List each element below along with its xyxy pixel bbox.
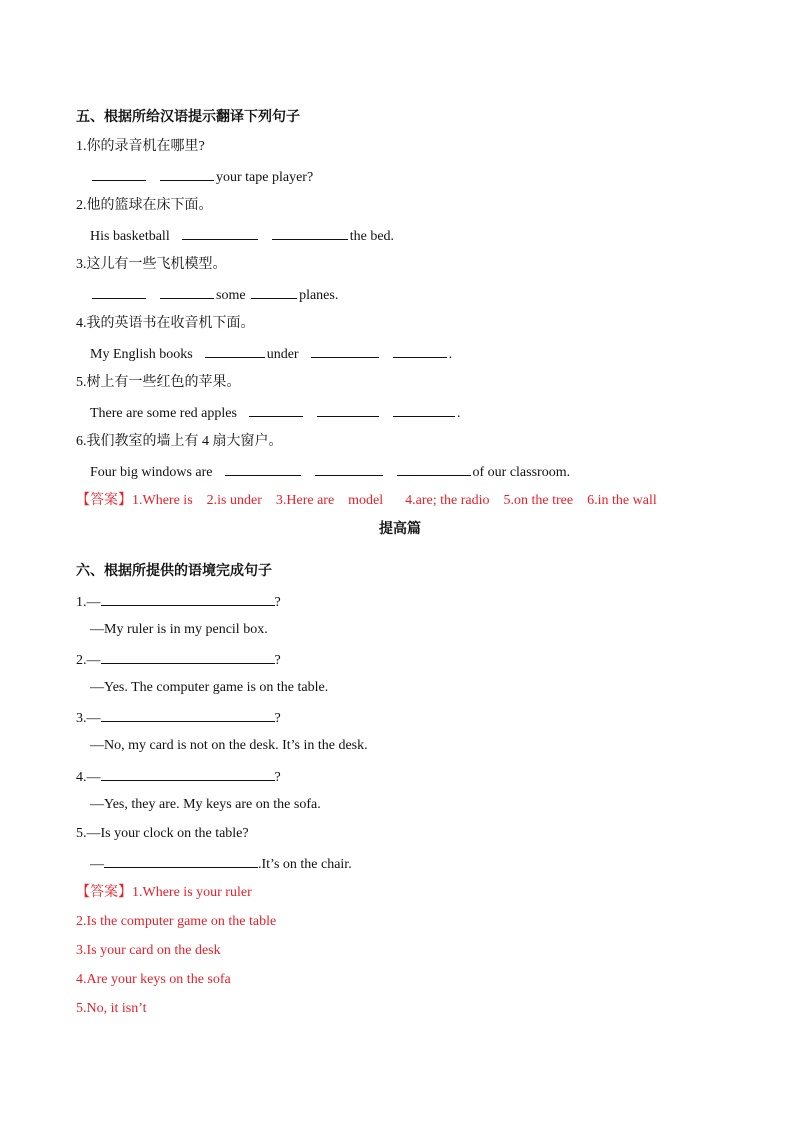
s6-q2-prompt: 2.— ? [76,650,281,670]
answer-blank[interactable] [101,767,275,781]
s5-answer-key: 【答案】1.Where is 2.is under 3.Here are model 4.are; the radio 5.on the tree 6.in the wall [76,493,657,508]
s5-q4-chinese: 4.我的英语书在收音机下面。 [76,316,255,331]
s5-q2-english: His basketball the bed. [90,226,394,246]
s5-q1-chinese: 1.你的录音机在哪里? [76,139,205,154]
s5-q4-english: My English books under . [90,344,452,364]
answer-blank[interactable] [160,167,214,181]
s5-q3-chinese: 3.这儿有一些飞机模型。 [76,257,227,272]
s5-q2-chinese: 2.他的篮球在床下面。 [76,198,213,213]
answer-blank[interactable] [272,226,348,240]
answer-blank[interactable] [393,403,455,417]
answer-blank[interactable] [101,650,275,664]
answer-blank[interactable] [92,285,146,299]
s6-answer-label: 【答案】1.Where is your ruler [76,885,252,900]
s6-q5-question: 5.—Is your clock on the table? [76,826,249,841]
s5-q6-chinese: 6.我们教室的墙上有 4 扇大窗户。 [76,434,283,449]
answer-blank[interactable] [249,403,303,417]
answer-blank[interactable] [101,592,275,606]
answer-blank[interactable] [317,403,379,417]
section-heading: 提高篇 [379,522,421,537]
s6-q5-reply: — .It’s on the chair. [90,854,352,874]
answer-blank[interactable] [182,226,258,240]
s6-q2-reply: —Yes. The computer game is on the table. [90,680,329,695]
s5-q3-english: some planes. [90,285,338,305]
answer-blank[interactable] [104,854,258,868]
s6-answer-3: 3.Is your card on the desk [76,943,221,958]
answer-blank[interactable] [311,344,379,358]
answer-blank[interactable] [92,167,146,181]
answer-blank[interactable] [251,285,297,299]
s6-answer-4: 4.Are your keys on the sofa [76,972,231,987]
s6-answer-2: 2.Is the computer game on the table [76,914,277,929]
answer-blank[interactable] [393,344,447,358]
s6-q4-reply: —Yes, they are. My keys are on the sofa. [90,797,321,812]
s6-q1-reply: —My ruler is in my pencil box. [90,622,268,637]
section5-title: 五、根据所给汉语提示翻译下列句子 [76,110,300,125]
s5-q1-english: your tape player? [90,167,313,187]
answer-blank[interactable] [101,708,275,722]
answer-blank[interactable] [225,462,301,476]
s6-q4-prompt: 4.— ? [76,767,281,787]
answer-blank[interactable] [160,285,214,299]
s6-q1-prompt: 1.— ? [76,592,281,612]
answer-blank[interactable] [205,344,265,358]
s5-q5-english: There are some red apples . [90,403,460,423]
s5-q5-chinese: 5.树上有一些红色的苹果。 [76,375,241,390]
answer-blank[interactable] [397,462,471,476]
s6-answer-5: 5.No, it isn’t [76,1001,147,1016]
s6-q3-reply: —No, my card is not on the desk. It’s in the desk. [90,738,368,753]
answer-blank[interactable] [315,462,383,476]
s5-q6-english: Four big windows are of our classroom. [90,462,570,482]
s6-q3-prompt: 3.— ? [76,708,281,728]
section6-title: 六、根据所提供的语境完成句子 [76,564,272,579]
